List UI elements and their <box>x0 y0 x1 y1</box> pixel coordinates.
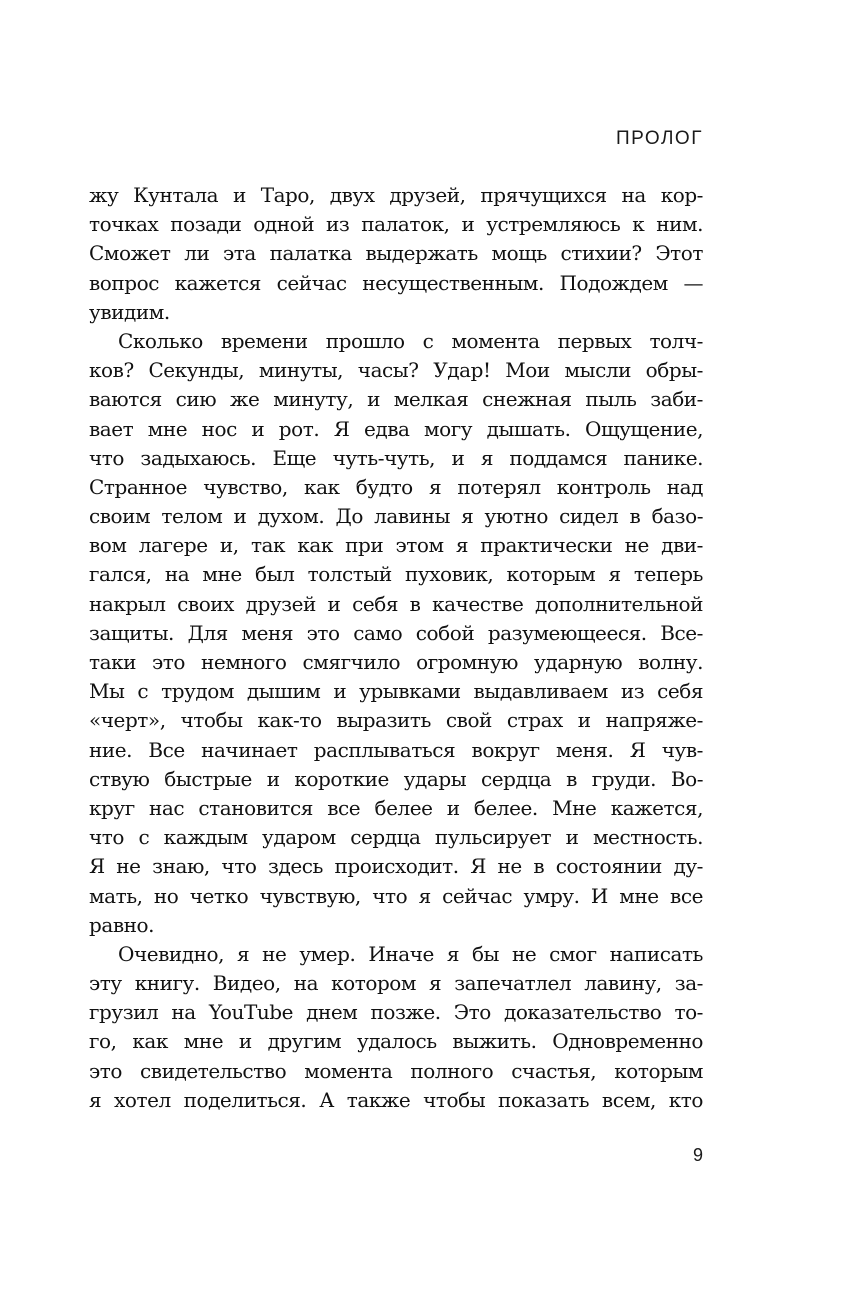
text-line: увидим. <box>89 299 170 324</box>
text-line: мать, но четко чувствую, что я сейчас умру. И мне все <box>89 883 703 908</box>
text-line: ствую быстрые и короткие удары сердца в груди. Во- <box>89 766 703 791</box>
text-line: я хотел поделиться. А также чтобы показать всем, кто <box>89 1087 703 1112</box>
text-line: вопрос кажется сейчас несущественным. Подождем — <box>89 270 703 295</box>
text-line: эту книгу. Видео, на котором я запечатлел лавину, за- <box>89 971 703 996</box>
text-line: «черт», чтобы как-то выразить свой страх и напряже- <box>89 708 703 733</box>
body-text <box>89 181 703 1115</box>
text-line: равно. <box>89 912 155 937</box>
text-line: что задыхаюсь. Еще чуть-чуть, и я поддамся панике. <box>89 445 703 470</box>
text-line: это свидетельство момента полного счастья, которым <box>89 1058 703 1083</box>
text-line: жу Кунтала и Таро, двух друзей, прячущихся на кор- <box>89 183 703 207</box>
text-line: своим телом и духом. До лавины я уютно сидел в базо- <box>89 504 703 529</box>
page-number: 9 <box>692 1145 703 1165</box>
text-line: Мы с трудом дышим и урывками выдавливаем из себя <box>89 679 703 704</box>
text-line: грузил на YouTube днем позже. Это доказательство то- <box>89 1000 703 1025</box>
text-line: защиты. Для меня это само собой разумеющееся. Все- <box>89 620 703 645</box>
text-line: го, как мне и другим удалось выжить. Одновременно <box>89 1029 703 1054</box>
text-line: Сколько времени прошло с момента первых толч- <box>118 328 703 353</box>
text-line: точках позади одной из палаток, и устремляюсь к ним. <box>89 212 703 237</box>
text-line: Сможет ли эта палатка выдержать мощь стихии? Этот <box>89 241 703 266</box>
text-line: ваются сию же минуту, и мелкая снежная пыль заби- <box>89 387 703 412</box>
text-line: круг нас становится все белее и белее. Мне кажется, <box>89 795 703 820</box>
text-line: накрыл своих друзей и себя в качестве дополнительной <box>89 591 703 616</box>
text-line: ков? Секунды, минуты, часы? Удар! Мои мысли обры- <box>89 358 703 383</box>
text-line: гался, на мне был толстый пуховик, которым я теперь <box>89 562 703 587</box>
text-line: вом лагере и, так как при этом я практически не дви- <box>89 533 703 558</box>
text-line: Очевидно, я не умер. Иначе я бы не смог написать <box>118 941 703 966</box>
text-line: таки это немного смягчило огромную ударную волну. <box>89 650 703 674</box>
text-line: вает мне нос и рот. Я едва могу дышать. Ощущение, <box>89 416 703 441</box>
text-line: Странное чувство, как будто я потерял контроль над <box>89 474 703 499</box>
text-line: ние. Все начинает расплываться вокруг меня. Я чув- <box>89 737 703 762</box>
text-line: Я не знаю, что здесь происходит. Я не в состоянии ду- <box>89 854 703 879</box>
running-head-title: ПРОЛОГ <box>615 128 703 149</box>
text-line: что с каждым ударом сердца пульсирует и местность. <box>89 825 703 850</box>
